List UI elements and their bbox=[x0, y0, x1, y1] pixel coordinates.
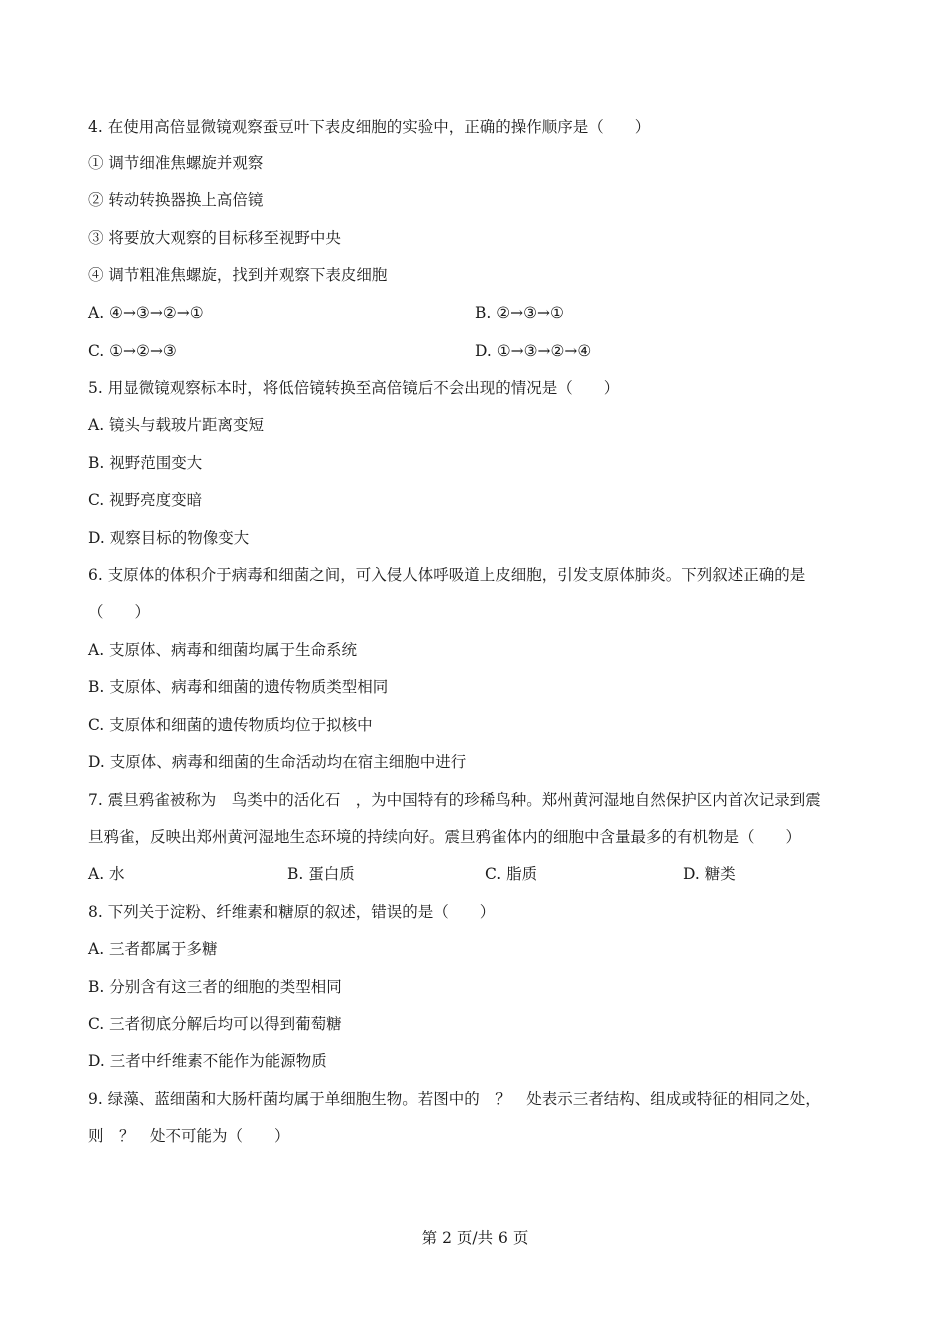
q9-stem: 9. 绿藻、蓝细菌和大肠杆菌均属于单细胞生物。若图中的 ？ 处表示三者结构、组成或特征的相同之处， bbox=[88, 1090, 821, 1108]
q5-stem: 5. 用显微镜观察标本时，将低倍镜转换至高倍镜后不会出现的情况是（ ） bbox=[88, 379, 620, 397]
q6-stem: 6. 支原体的体积介于病毒和细菌之间，可入侵人体呼吸道上皮细胞，引发支原体肺炎。下列叙述正确的是 bbox=[88, 566, 806, 584]
q5-option-c: C. 视野亮度变暗 bbox=[88, 491, 203, 509]
q4-step-2: ② 转动转换器换上高倍镜 bbox=[88, 191, 264, 209]
q4-step-3: ③ 将要放大观察的目标移至视野中央 bbox=[88, 229, 341, 247]
q8-stem: 8. 下列关于淀粉、纤维素和糖原的叙述，错误的是（ ） bbox=[88, 903, 496, 921]
q7-option-c: C. 脂质 bbox=[485, 865, 538, 883]
q4-option-c: C. ①→②→③ bbox=[88, 342, 177, 360]
q7-option-a: A. 水 bbox=[88, 865, 125, 883]
page-number: 第 2 页/共 6 页 bbox=[421, 1229, 529, 1247]
q8-option-a: A. 三者都属于多糖 bbox=[88, 940, 218, 958]
q4-step-1: ① 调节细准焦螺旋并观察 bbox=[88, 154, 264, 172]
q6-option-a: A. 支原体、病毒和细菌均属于生命系统 bbox=[88, 641, 358, 659]
q7-option-d: D. 糖类 bbox=[683, 865, 736, 883]
q4-option-d: D. ①→③→②→④ bbox=[475, 342, 592, 360]
q4-stem: 4. 在使用高倍显微镜观察蚕豆叶下表皮细胞的实验中，正确的操作顺序是（ ） bbox=[88, 118, 651, 136]
q5-option-a: A. 镜头与载玻片距离变短 bbox=[88, 416, 265, 434]
q8-option-c: C. 三者彻底分解后均可以得到葡萄糖 bbox=[88, 1015, 342, 1033]
q7-option-b: B. 蛋白质 bbox=[287, 865, 355, 883]
q5-option-b: B. 视野范围变大 bbox=[88, 454, 203, 472]
q4-option-b: B. ②→③→① bbox=[475, 304, 564, 322]
q4-step-4: ④ 调节粗准焦螺旋，找到并观察下表皮细胞 bbox=[88, 266, 388, 284]
q6-option-d: D. 支原体、病毒和细菌的生命活动均在宿主细胞中进行 bbox=[88, 753, 467, 771]
q6-option-c: C. 支原体和细菌的遗传物质均位于拟核中 bbox=[88, 716, 373, 734]
q6-stem-cont: （ ） bbox=[88, 603, 151, 621]
q7-stem: 7. 震旦鸦雀被称为 鸟类中的活化石 ，为中国特有的珍稀鸟种。郑州黄河湿地自然保护区内首次记录到震 bbox=[88, 791, 821, 809]
q8-option-d: D. 三者中纤维素不能作为能源物质 bbox=[88, 1052, 327, 1070]
q5-option-d: D. 观察目标的物像变大 bbox=[88, 529, 250, 547]
q4-option-a: A. ④→③→②→① bbox=[88, 304, 204, 322]
q8-option-b: B. 分别含有这三者的细胞的类型相同 bbox=[88, 978, 342, 996]
q6-option-b: B. 支原体、病毒和细菌的遗传物质类型相同 bbox=[88, 678, 389, 696]
q7-stem-cont: 旦鸦雀，反映出郑州黄河湿地生态环境的持续向好。震旦鸦雀体内的细胞中含量最多的有机物是（ ） bbox=[88, 828, 802, 846]
q9-stem-cont: 则 ？ 处不可能为（ ） bbox=[88, 1127, 290, 1145]
